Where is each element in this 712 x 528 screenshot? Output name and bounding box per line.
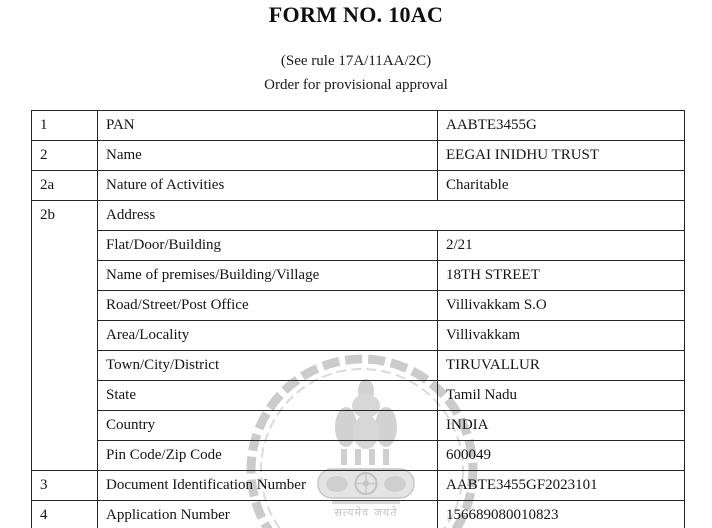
field-label-cell: Road/Street/Post Office	[98, 291, 438, 321]
row-number-cell: 2	[32, 141, 98, 171]
address-sub-row	[32, 291, 685, 321]
address-sub-row	[32, 351, 685, 381]
field-value-cell: AABTE3455G	[438, 111, 685, 141]
address-sub-row	[32, 381, 685, 411]
row-number-cell: 3	[32, 471, 98, 501]
address-sub-row	[32, 411, 685, 441]
nature-of-activities-row	[32, 171, 685, 201]
field-label-cell: Application Number	[98, 501, 438, 528]
order-subtitle-line: Order for provisional approval	[264, 77, 448, 93]
row-number-cell: 2b	[32, 201, 98, 471]
field-label-cell: Name	[98, 141, 438, 171]
field-label-cell: Document Identification Number	[98, 471, 438, 501]
address-sub-row	[32, 261, 685, 291]
emblem-motto: सत्यमेव जयते	[334, 506, 398, 519]
field-value-cell: EEGAI INIDHU TRUST	[438, 141, 685, 171]
field-label-cell: Nature of Activities	[98, 171, 438, 201]
address-sub-row	[32, 441, 685, 471]
field-value-cell: Tamil Nadu	[438, 381, 685, 411]
row-number-cell: 2a	[32, 171, 98, 201]
field-label-cell: Pin Code/Zip Code	[98, 441, 438, 471]
rule-reference-line: (See rule 17A/11AA/2C)	[280, 53, 432, 69]
field-value-cell: Villivakkam	[438, 321, 685, 351]
row-number-cell: 1	[32, 111, 98, 141]
application-number-row	[32, 501, 685, 528]
row-number-cell: 4	[32, 501, 98, 528]
field-value-cell: INDIA	[438, 411, 685, 441]
field-label-cell: Flat/Door/Building	[98, 231, 438, 261]
field-value-cell: Villivakkam S.O	[438, 291, 685, 321]
field-label-cell: Name of premises/Building/Village	[98, 261, 438, 291]
field-value-cell: 2/21	[438, 231, 685, 261]
field-value-cell: Charitable	[438, 171, 685, 201]
field-value-cell: 156689080010823	[438, 501, 685, 528]
field-label-cell: PAN	[98, 111, 438, 141]
field-value-cell: TIRUVALLUR	[438, 351, 685, 381]
field-label-cell: Town/City/District	[98, 351, 438, 381]
field-value-cell: 600049	[438, 441, 685, 471]
form-title: FORM NO. 10AC	[268, 2, 444, 27]
field-label-cell: State	[98, 381, 438, 411]
address-header-row	[32, 201, 685, 231]
field-label-cell: Address	[98, 201, 685, 231]
field-label-cell: Country	[98, 411, 438, 441]
pan-row	[32, 111, 685, 141]
field-value-cell: AABTE3455GF2023101	[438, 471, 685, 501]
address-sub-row	[32, 321, 685, 351]
field-value-cell: 18TH STREET	[438, 261, 685, 291]
address-sub-row	[32, 231, 685, 261]
name-row	[32, 141, 685, 171]
form-details-table	[31, 110, 685, 528]
din-row	[32, 471, 685, 501]
field-label-cell: Area/Locality	[98, 321, 438, 351]
